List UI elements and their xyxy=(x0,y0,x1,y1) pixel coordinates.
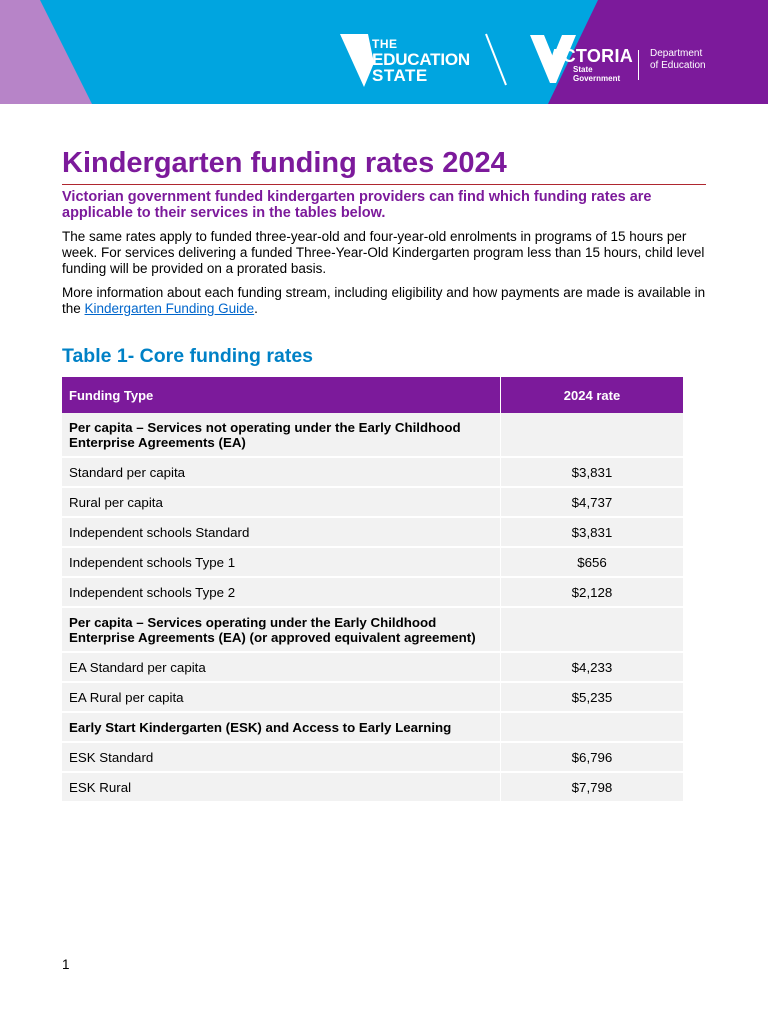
info-paragraph xyxy=(62,285,706,317)
table-row xyxy=(62,577,683,607)
victoria-sub-line2: Government xyxy=(573,74,621,83)
logo-line-state: STATE xyxy=(372,66,428,85)
victoria-sub-line1: State xyxy=(573,65,593,74)
table-header-row xyxy=(62,377,683,413)
logo-line-education: EDUCATION xyxy=(372,50,470,69)
intro-paragraph: The same rates apply to funded three-year-old and four-year-old enrolments in programs of 15 hours per week. For services delivering a funded Three-Year-Old Kindergarten program less than 15 hours, child level funding will be provided on a prorated basis. xyxy=(62,229,705,276)
logo-line-the: THE xyxy=(372,37,398,51)
table-row xyxy=(62,547,683,577)
header-2024-rate: 2024 rate xyxy=(501,377,684,413)
funding-type-cell: ESK Rural xyxy=(62,772,501,802)
core-funding-table xyxy=(62,377,683,803)
table-category-row xyxy=(62,607,683,652)
funding-type-cell: Rural per capita xyxy=(62,487,501,517)
info-text-end: . xyxy=(254,301,258,316)
header-banner xyxy=(0,0,768,104)
rate-cell xyxy=(501,413,684,457)
page-number: 1 xyxy=(62,957,70,972)
rate-cell: $4,737 xyxy=(501,487,684,517)
table-row xyxy=(62,457,683,487)
lead-paragraph: Victorian government funded kindergarten providers can find which funding rates are applicable to their services in the tables below. xyxy=(62,189,652,221)
department-line2: of Education xyxy=(650,60,706,71)
page-title: Kindergarten funding rates 2024 xyxy=(62,146,706,185)
funding-type-cell: Standard per capita xyxy=(62,457,501,487)
logo-divider xyxy=(638,50,639,80)
funding-type-cell: EA Standard per capita xyxy=(62,652,501,682)
rate-cell: $7,798 xyxy=(501,772,684,802)
rate-cell xyxy=(501,607,684,652)
rate-cell: $4,233 xyxy=(501,652,684,682)
funding-type-cell: ESK Standard xyxy=(62,742,501,772)
table-row xyxy=(62,487,683,517)
funding-type-cell: Independent schools Type 2 xyxy=(62,577,501,607)
document-body xyxy=(62,146,706,803)
rate-cell: $3,831 xyxy=(501,457,684,487)
funding-type-cell: Independent schools Type 1 xyxy=(62,547,501,577)
info-text: More information about each funding stream, including eligibility and how payments are made is available in the xyxy=(62,285,706,316)
rate-cell: $3,831 xyxy=(501,517,684,547)
funding-type-cell: Independent schools Standard xyxy=(62,517,501,547)
rate-cell: $5,235 xyxy=(501,682,684,712)
victoria-logo-word: VICTORIA xyxy=(545,46,634,66)
table-row xyxy=(62,772,683,802)
rate-cell: $6,796 xyxy=(501,742,684,772)
table-row xyxy=(62,682,683,712)
funding-guide-link[interactable]: Kindergarten Funding Guide xyxy=(84,301,255,316)
department-line1: Department xyxy=(650,48,703,59)
rate-cell xyxy=(501,712,684,742)
funding-type-cell: Per capita – Services operating under the Early Childhood Enterprise Agreements (EA) (or approved equivalent agreement) xyxy=(62,607,501,652)
funding-type-cell: EA Rural per capita xyxy=(62,682,501,712)
table-category-row xyxy=(62,413,683,457)
victoria-state-government xyxy=(573,65,620,83)
rate-cell: $656 xyxy=(501,547,684,577)
table-row xyxy=(62,652,683,682)
table-body xyxy=(62,413,683,802)
funding-type-cell: Early Start Kindergarten (ESK) and Access to Early Learning xyxy=(62,712,501,742)
rate-cell: $2,128 xyxy=(501,577,684,607)
table-title: Table 1- Core funding rates xyxy=(62,345,314,367)
funding-type-cell: Per capita – Services not operating under the Early Childhood Enterprise Agreements (EA) xyxy=(62,413,501,457)
table-row xyxy=(62,517,683,547)
table-row xyxy=(62,742,683,772)
education-state-logo xyxy=(372,36,470,84)
header-funding-type: Funding Type xyxy=(62,377,501,413)
table-category-row xyxy=(62,712,683,742)
department-label xyxy=(650,48,706,72)
